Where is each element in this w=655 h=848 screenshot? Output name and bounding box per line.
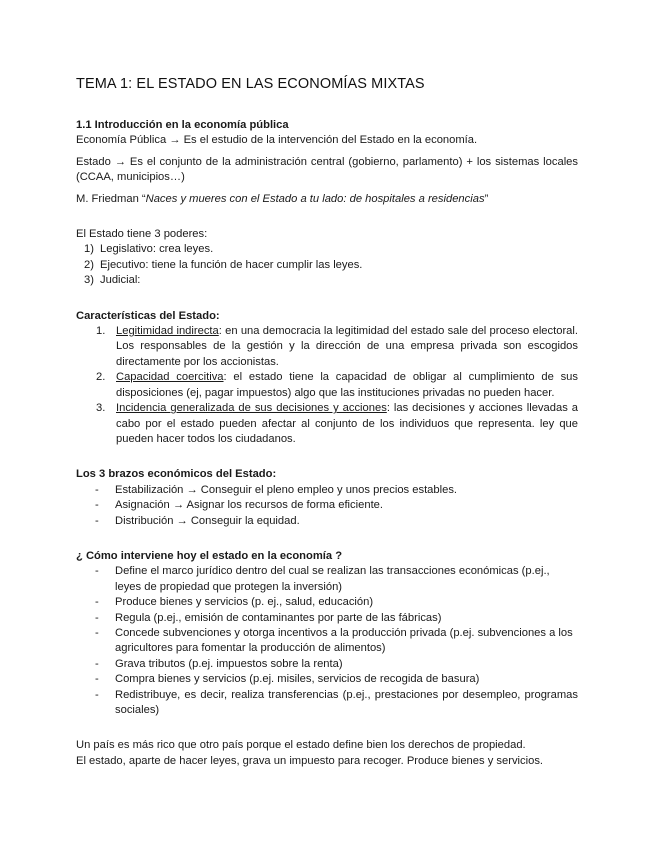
list-item <box>96 401 578 447</box>
list-item <box>96 324 578 370</box>
list-item <box>80 273 578 288</box>
list-marker: - <box>95 514 99 527</box>
list-text: Grava tributos (p.ej. impuestos sobre la renta) <box>115 657 343 670</box>
list-marker: - <box>95 611 99 624</box>
list-term: Capacidad coercitiva <box>116 371 224 384</box>
brazos-list <box>76 483 578 529</box>
list-text: Compra bienes y servicios (p.ej. misiles, servicios de recogida de basura) <box>115 673 480 686</box>
caracteristicas-list <box>76 324 578 447</box>
list-item <box>95 498 578 513</box>
list-text: : en una democracia la legitimidad del estado sale del proceso electoral. Los responsables de la gestión y la dirección de una empresa privada son escogidos directamente por los accionistas. <box>116 325 578 368</box>
list-marker: 1) <box>84 243 94 256</box>
list-term: Legitimidad indirecta <box>116 325 219 338</box>
list-text: Define el marco jurídico dentro del cual se realizan las transacciones económicas (p.ej., leyes de propiedad que protegen la inversión) <box>115 565 550 593</box>
interviene-list <box>76 564 578 718</box>
list-text: : las decisiones y acciones llevadas a cabo por el estado pueden afectar al conjunto de los individuos que representa. ley que pueden hacer todos los ciudadanos. <box>116 402 578 445</box>
list-term: Incidencia generalizada de sus decisiones y acciones <box>116 402 387 415</box>
list-item <box>95 657 578 672</box>
list-item <box>95 688 578 719</box>
list-marker: 3. <box>96 402 106 415</box>
poderes-list <box>76 242 578 288</box>
list-marker: 2) <box>84 258 94 271</box>
section-heading-brazos: Los 3 brazos económicos del Estado: <box>76 468 277 481</box>
section-heading-intro: 1.1 Introducción en la economía pública <box>76 119 289 131</box>
document-title: TEMA 1: EL ESTADO EN LAS ECONOMÍAS MIXTAS <box>76 76 425 92</box>
list-text: Redistribuye, es decir, realiza transferencias (p.ej., prestaciones por desempleo, programas sociales) <box>115 688 578 716</box>
list-marker: - <box>95 673 99 686</box>
list-text: Regula (p.ej., emisión de contaminantes por parte de las fábricas) <box>115 611 442 624</box>
section-heading-interviene: ¿ Cómo interviene hoy el estado en la economía ? <box>76 549 343 562</box>
paragraph-economia-publica: Economía Pública → Es el estudio de la intervención del Estado en la economía. <box>76 134 478 147</box>
list-text: Legislativo: crea leyes. <box>100 243 214 256</box>
list-text: : el estado tiene la capacidad de obligar al cumplimiento de sus disposiciones (ej, pagar impuestos) algo que las instituciones privadas no pueden hacer. <box>116 371 578 399</box>
list-text: Produce bienes y servicios (p. ej., salud, educación) <box>115 596 374 609</box>
list-text: Ejecutivo: tiene la función de hacer cumplir las leyes. <box>100 258 363 271</box>
list-marker: - <box>95 565 99 578</box>
friedman-suffix: ” <box>484 192 489 205</box>
list-item <box>80 258 578 273</box>
friedman-quote: Naces y mueres con el Estado a tu lado: de hospitales a residencias <box>145 192 485 205</box>
list-item <box>80 242 578 257</box>
list-text: Asignación → Asignar los recursos de forma eficiente. <box>115 499 384 512</box>
list-item <box>95 483 578 498</box>
list-text: Concede subvenciones y otorga incentivos a la producción privada (p.ej. subvenciones a los agricultores para fomentar la producción de alimentos) <box>115 626 573 655</box>
list-item <box>95 514 578 529</box>
poderes-intro: El Estado tiene 3 poderes: <box>76 228 208 241</box>
list-marker: 2. <box>96 371 106 384</box>
list-item <box>95 626 578 657</box>
list-item <box>95 611 578 626</box>
list-marker: - <box>95 483 99 496</box>
list-item <box>95 595 578 610</box>
list-marker: - <box>95 596 99 609</box>
paragraph-closing-2: El estado, aparte de hacer leyes, grava un impuesto para recoger. Produce bienes y servicios. <box>76 754 544 767</box>
list-text: Distribución → Conseguir la equidad. <box>115 514 300 527</box>
paragraph-friedman <box>76 192 578 207</box>
paragraph-estado: Estado → Es el conjunto de la administración central (gobierno, parlamento) + los sistemas locales (CCAA, municipios…) <box>76 155 578 184</box>
list-marker: - <box>95 657 99 670</box>
list-text: Judicial: <box>100 274 141 287</box>
list-marker: - <box>95 499 99 512</box>
paragraph-closing-1: Un país es más rico que otro país porque el estado define bien los derechos de propiedad. <box>76 739 526 752</box>
list-marker: 3) <box>84 274 94 287</box>
list-marker: - <box>95 626 99 639</box>
list-item <box>95 564 578 595</box>
list-item <box>95 672 578 687</box>
section-heading-caracteristicas: Características del Estado: <box>76 309 220 322</box>
list-marker: 1. <box>96 325 106 338</box>
list-item <box>96 370 578 401</box>
document-body <box>76 118 578 769</box>
list-marker: - <box>95 688 99 701</box>
list-text: Estabilización → Conseguir el pleno empleo y unos precios estables. <box>115 483 458 496</box>
friedman-prefix: M. Friedman “ <box>76 192 146 205</box>
